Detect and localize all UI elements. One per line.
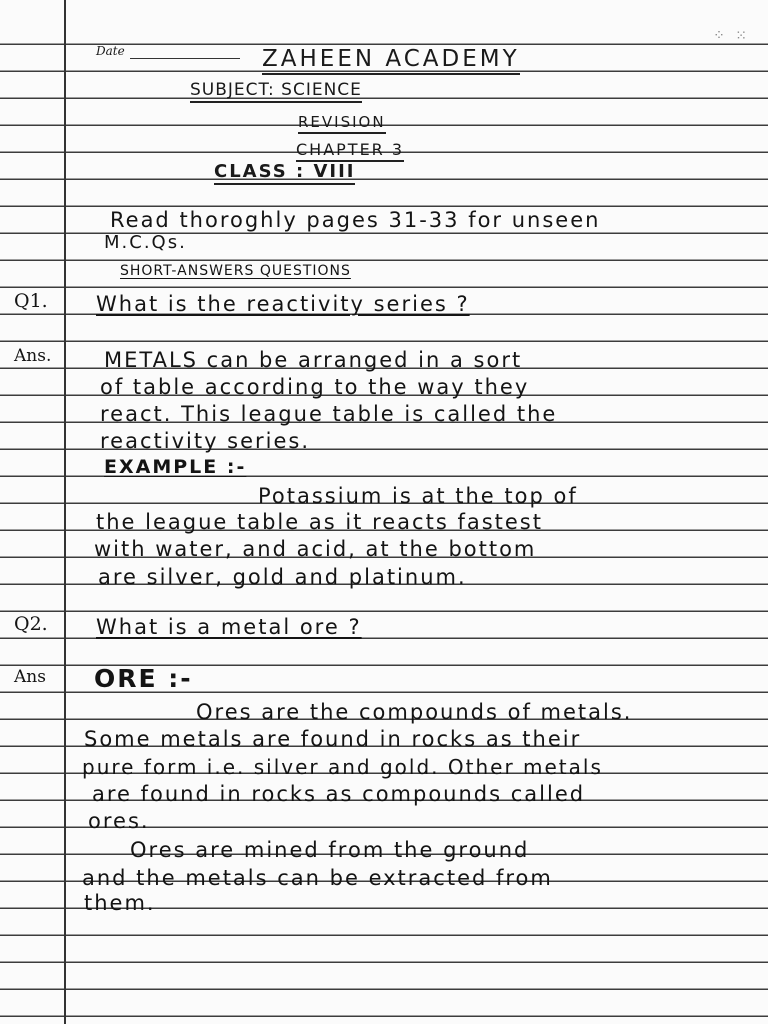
revision-line: REVISION bbox=[298, 113, 386, 134]
academy-title: ZAHEEN ACADEMY bbox=[262, 46, 520, 75]
q2-question: What is a metal ore ? bbox=[96, 615, 362, 639]
q2-answer-line: Some metals are found in rocks as their bbox=[84, 727, 582, 751]
q1-answer-label: Ans. bbox=[14, 346, 52, 366]
q2-answer-line: pure form i.e. silver and gold. Other metals bbox=[82, 755, 603, 779]
example-line: with water, and acid, at the bottom bbox=[94, 537, 537, 561]
date-label: Date bbox=[96, 44, 125, 58]
ore-heading: ORE :- bbox=[94, 664, 193, 693]
q2-answer-line: Ores are the compounds of metals. bbox=[196, 700, 633, 724]
intro-line-1: Read thoroghly pages 31-33 for unseen bbox=[110, 208, 601, 232]
subject-line: SUBJECT: SCIENCE bbox=[190, 80, 362, 103]
q2-answer-line: them. bbox=[84, 891, 156, 915]
class-line: CLASS : VIII bbox=[214, 161, 355, 185]
q1-answer-line: METALS can be arranged in a sort bbox=[104, 348, 523, 372]
q1-question: What is the reactivity series ? bbox=[96, 292, 470, 316]
chapter-line: CHAPTER 3 bbox=[296, 140, 404, 162]
example-line: are silver, gold and platinum. bbox=[98, 565, 467, 589]
q2-answer-line: Ores are mined from the ground bbox=[130, 838, 530, 862]
section-heading: SHORT-ANSWERS QUESTIONS bbox=[120, 263, 351, 279]
intro-line-2: M.C.Qs. bbox=[104, 232, 187, 253]
q2-answer-line: ores. bbox=[88, 809, 150, 833]
q2-answer-label: Ans bbox=[14, 667, 46, 687]
q1-answer-line: reactivity series. bbox=[100, 429, 311, 453]
example-heading: EXAMPLE :- bbox=[104, 456, 247, 478]
q1-answer-line: of table according to the way they bbox=[100, 375, 530, 399]
q1-label: Q1. bbox=[14, 290, 48, 312]
paper-specks: ⁘ ⁙ bbox=[713, 28, 750, 44]
q2-label: Q2. bbox=[14, 613, 48, 635]
example-line: Potassium is at the top of bbox=[258, 484, 578, 508]
q2-answer-line: and the metals can be extracted from bbox=[82, 866, 553, 890]
q1-answer-line: react. This league table is called the bbox=[100, 402, 558, 426]
date-blank bbox=[130, 58, 240, 59]
example-line: the league table as it reacts fastest bbox=[96, 510, 543, 534]
margin-line bbox=[64, 0, 66, 1024]
q2-answer-line: are found in rocks as compounds called bbox=[92, 782, 586, 806]
